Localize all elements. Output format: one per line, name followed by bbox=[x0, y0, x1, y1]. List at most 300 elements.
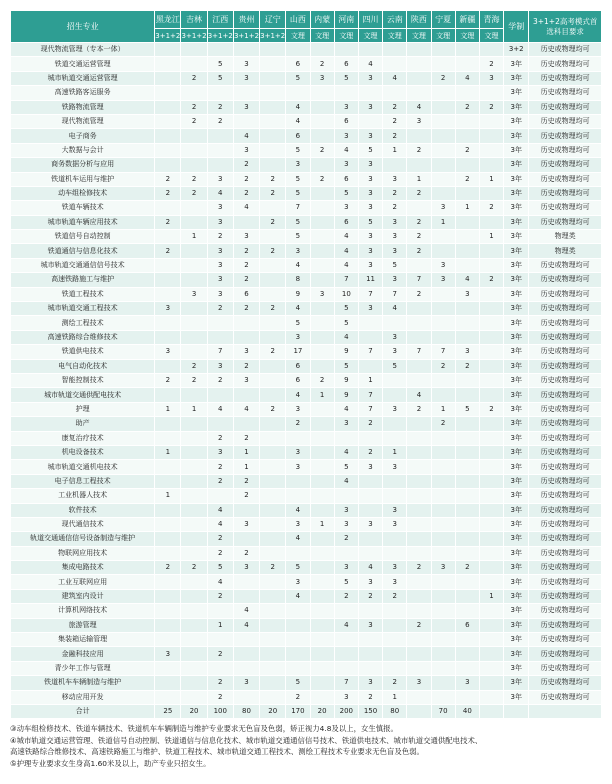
quota-cell: 2 bbox=[383, 100, 407, 114]
quota-cell: 3 bbox=[358, 618, 382, 632]
quota-cell: 5 bbox=[286, 215, 310, 229]
quota-cell: 4 bbox=[286, 258, 310, 272]
quota-cell: 4 bbox=[233, 402, 259, 416]
quota-cell bbox=[310, 100, 334, 114]
subject-requirement-cell: 历史或物理均可 bbox=[529, 143, 602, 157]
quota-cell bbox=[479, 302, 503, 316]
quota-cell: 9 bbox=[334, 373, 358, 387]
subject-requirement-cell: 历史或物理均可 bbox=[529, 359, 602, 373]
quota-cell: 2 bbox=[455, 172, 479, 186]
quota-cell: 2 bbox=[310, 172, 334, 186]
quota-cell bbox=[260, 86, 286, 100]
quota-cell bbox=[407, 647, 431, 661]
quota-cell: 5 bbox=[455, 402, 479, 416]
quota-cell bbox=[431, 330, 455, 344]
quota-cell bbox=[260, 575, 286, 589]
subject-requirement-cell: 历史或物理均可 bbox=[529, 661, 602, 675]
quota-cell bbox=[310, 503, 334, 517]
quota-cell bbox=[479, 330, 503, 344]
quota-cell: 3 bbox=[358, 172, 382, 186]
quota-cell bbox=[260, 517, 286, 531]
quota-cell: 2 bbox=[260, 244, 286, 258]
major-name-cell: 城市轨道交通机电技术 bbox=[11, 460, 155, 474]
quota-cell: 3 bbox=[155, 345, 181, 359]
quota-cell: 4 bbox=[286, 532, 310, 546]
quota-cell bbox=[407, 690, 431, 704]
major-name-cell: 工业互联网应用 bbox=[11, 575, 155, 589]
header-exam-mode: 3+1+2 bbox=[207, 29, 233, 43]
quota-cell: 5 bbox=[334, 316, 358, 330]
xuezhi-cell: 3年 bbox=[504, 676, 529, 690]
subject-requirement-cell: 历史或物理均可 bbox=[529, 43, 602, 57]
major-name-cell: 高速铁路综合维修技术 bbox=[11, 330, 155, 344]
quota-cell bbox=[479, 258, 503, 272]
quota-cell: 3 bbox=[334, 690, 358, 704]
quota-cell bbox=[155, 589, 181, 603]
quota-cell bbox=[207, 86, 233, 100]
quota-cell: 3 bbox=[207, 273, 233, 287]
quota-cell bbox=[207, 633, 233, 647]
quota-cell: 3 bbox=[233, 230, 259, 244]
major-name-cell: 集装箱运输管理 bbox=[11, 633, 155, 647]
quota-cell bbox=[233, 43, 259, 57]
quota-cell bbox=[286, 86, 310, 100]
quota-cell bbox=[334, 647, 358, 661]
table-row bbox=[11, 589, 602, 603]
quota-cell: 3 bbox=[233, 143, 259, 157]
quota-cell bbox=[260, 201, 286, 215]
xuezhi-cell: 3年 bbox=[504, 661, 529, 675]
quota-cell: 2 bbox=[207, 114, 233, 128]
quota-cell bbox=[155, 86, 181, 100]
quota-cell bbox=[407, 589, 431, 603]
header-province: 四川 bbox=[358, 11, 382, 29]
quota-cell: 3 bbox=[233, 345, 259, 359]
quota-cell: 2 bbox=[233, 158, 259, 172]
subject-requirement-cell: 历史或物理均可 bbox=[529, 57, 602, 71]
xuezhi-cell: 3年 bbox=[504, 71, 529, 85]
quota-cell: 5 bbox=[286, 143, 310, 157]
table-row bbox=[11, 532, 602, 546]
quota-cell: 2 bbox=[383, 186, 407, 200]
quota-cell bbox=[431, 316, 455, 330]
quota-cell bbox=[383, 647, 407, 661]
table-row bbox=[11, 129, 602, 143]
quota-cell: 3 bbox=[207, 258, 233, 272]
quota-cell: 6 bbox=[286, 359, 310, 373]
quota-cell: 2 bbox=[155, 373, 181, 387]
quota-cell bbox=[431, 532, 455, 546]
xuezhi-cell: 3年 bbox=[504, 431, 529, 445]
xuezhi-cell: 3年 bbox=[504, 402, 529, 416]
quota-cell bbox=[479, 618, 503, 632]
quota-cell bbox=[479, 431, 503, 445]
quota-cell bbox=[310, 186, 334, 200]
table-row bbox=[11, 676, 602, 690]
quota-cell: 2 bbox=[310, 143, 334, 157]
plan-table-container bbox=[10, 10, 602, 769]
quota-cell bbox=[479, 287, 503, 301]
quota-cell bbox=[207, 129, 233, 143]
quota-cell: 3 bbox=[286, 445, 310, 459]
quota-cell: 4 bbox=[207, 517, 233, 531]
quota-cell bbox=[455, 158, 479, 172]
quota-cell: 2 bbox=[181, 561, 207, 575]
quota-cell bbox=[431, 186, 455, 200]
quota-cell: 4 bbox=[334, 402, 358, 416]
quota-cell: 3 bbox=[286, 402, 310, 416]
header-exam-mode: 3+1+2 bbox=[155, 29, 181, 43]
quota-cell bbox=[407, 417, 431, 431]
major-name-cell: 城市轨道车辆应用技术 bbox=[11, 215, 155, 229]
quota-cell bbox=[310, 474, 334, 488]
quota-cell bbox=[358, 503, 382, 517]
quota-cell bbox=[155, 71, 181, 85]
major-name-cell: 铁道车辆技术 bbox=[11, 201, 155, 215]
xuezhi-cell: 3年 bbox=[504, 345, 529, 359]
quota-cell bbox=[431, 618, 455, 632]
quota-cell: 1 bbox=[479, 230, 503, 244]
subject-requirement-cell: 历史或物理均可 bbox=[529, 71, 602, 85]
quota-cell: 3 bbox=[455, 676, 479, 690]
quota-cell: 3 bbox=[233, 100, 259, 114]
header-province: 江西 bbox=[207, 11, 233, 29]
quota-cell bbox=[155, 258, 181, 272]
quota-cell: 3 bbox=[207, 359, 233, 373]
enrollment-plan-table bbox=[10, 10, 602, 719]
quota-cell bbox=[479, 186, 503, 200]
quota-cell bbox=[260, 129, 286, 143]
quota-cell bbox=[181, 474, 207, 488]
quota-cell: 2 bbox=[207, 546, 233, 560]
major-name-cell: 铁道交通运营管理 bbox=[11, 57, 155, 71]
quota-cell bbox=[407, 604, 431, 618]
quota-cell: 9 bbox=[286, 287, 310, 301]
quota-cell bbox=[181, 57, 207, 71]
quota-cell bbox=[181, 158, 207, 172]
quota-cell bbox=[455, 316, 479, 330]
quota-cell bbox=[479, 503, 503, 517]
xuezhi-cell: 3年 bbox=[504, 287, 529, 301]
quota-cell: 2 bbox=[181, 359, 207, 373]
quota-cell bbox=[155, 201, 181, 215]
quota-cell bbox=[286, 618, 310, 632]
quota-cell: 2 bbox=[455, 100, 479, 114]
quota-cell: 3 bbox=[383, 517, 407, 531]
table-row bbox=[11, 302, 602, 316]
quota-cell: 1 bbox=[455, 201, 479, 215]
quota-cell: 1 bbox=[431, 215, 455, 229]
quota-cell: 7 bbox=[383, 287, 407, 301]
major-name-cell: 大数据与会计 bbox=[11, 143, 155, 157]
quota-cell bbox=[479, 575, 503, 589]
quota-cell bbox=[286, 546, 310, 560]
note-line: ③动车组检修技术、铁道车辆技术、铁道机车车辆制造与维护专业要求无色盲及色弱，矫正视力4.8及以上，女生慎报。 bbox=[10, 724, 398, 734]
quota-cell bbox=[207, 43, 233, 57]
quota-cell: 1 bbox=[181, 230, 207, 244]
quota-cell: 3 bbox=[479, 71, 503, 85]
quota-cell: 3 bbox=[233, 561, 259, 575]
quota-cell: 3 bbox=[431, 273, 455, 287]
header-province: 吉林 bbox=[181, 11, 207, 29]
quota-cell: 4 bbox=[334, 445, 358, 459]
quota-cell bbox=[455, 489, 479, 503]
total-cell: 80 bbox=[233, 704, 259, 718]
quota-cell: 3 bbox=[207, 201, 233, 215]
quota-cell: 2 bbox=[383, 676, 407, 690]
quota-cell bbox=[455, 373, 479, 387]
quota-cell bbox=[233, 215, 259, 229]
quota-cell bbox=[407, 316, 431, 330]
quota-cell: 3 bbox=[383, 345, 407, 359]
quota-cell bbox=[155, 532, 181, 546]
quota-cell bbox=[181, 575, 207, 589]
quota-cell bbox=[286, 633, 310, 647]
header-major: 招生专业 bbox=[11, 11, 155, 43]
quota-cell bbox=[286, 431, 310, 445]
note-line: 高速铁路综合维修技术、高速铁路施工与维护、铁道工程技术、城市轨道交通工程技术、测绘工程技术专业要求无色盲及色弱。 bbox=[10, 747, 424, 757]
quota-cell bbox=[479, 316, 503, 330]
quota-cell bbox=[286, 604, 310, 618]
quota-cell: 9 bbox=[334, 345, 358, 359]
subject-requirement-cell: 历史或物理均可 bbox=[529, 158, 602, 172]
quota-cell bbox=[358, 431, 382, 445]
quota-cell: 4 bbox=[207, 186, 233, 200]
quota-cell bbox=[207, 661, 233, 675]
quota-cell bbox=[233, 114, 259, 128]
quota-cell bbox=[310, 316, 334, 330]
quota-cell bbox=[479, 215, 503, 229]
subject-requirement-cell: 历史或物理均可 bbox=[529, 273, 602, 287]
quota-cell bbox=[431, 43, 455, 57]
subject-requirement-cell: 历史或物理均可 bbox=[529, 431, 602, 445]
quota-cell: 5 bbox=[286, 172, 310, 186]
quota-cell bbox=[260, 445, 286, 459]
subject-requirement-cell: 历史或物理均可 bbox=[529, 503, 602, 517]
notes-section bbox=[10, 723, 602, 769]
major-name-cell: 工业机器人技术 bbox=[11, 489, 155, 503]
quota-cell bbox=[383, 316, 407, 330]
major-name-cell: 机电设备技术 bbox=[11, 445, 155, 459]
quota-cell bbox=[181, 129, 207, 143]
quota-cell: 2 bbox=[431, 417, 455, 431]
quota-cell bbox=[455, 445, 479, 459]
xuezhi-cell: 3年 bbox=[504, 417, 529, 431]
quota-cell bbox=[310, 273, 334, 287]
quota-cell: 3 bbox=[407, 676, 431, 690]
quota-cell bbox=[383, 158, 407, 172]
quota-cell: 2 bbox=[479, 402, 503, 416]
major-name-cell: 旅游管理 bbox=[11, 618, 155, 632]
major-name-cell: 金融科技应用 bbox=[11, 647, 155, 661]
quota-cell: 3 bbox=[334, 561, 358, 575]
table-row bbox=[11, 517, 602, 531]
subject-requirement-cell: 历史或物理均可 bbox=[529, 172, 602, 186]
quota-cell bbox=[233, 86, 259, 100]
quota-cell: 3 bbox=[431, 258, 455, 272]
quota-cell: 3 bbox=[286, 158, 310, 172]
quota-cell bbox=[155, 114, 181, 128]
quota-cell bbox=[431, 100, 455, 114]
major-name-cell: 护理 bbox=[11, 402, 155, 416]
quota-cell bbox=[155, 517, 181, 531]
major-name-cell: 集成电路技术 bbox=[11, 561, 155, 575]
quota-cell: 2 bbox=[407, 287, 431, 301]
quota-cell: 1 bbox=[383, 143, 407, 157]
quota-cell bbox=[431, 633, 455, 647]
table-row bbox=[11, 114, 602, 128]
total-cell: 170 bbox=[286, 704, 310, 718]
quota-cell bbox=[260, 589, 286, 603]
quota-cell: 9 bbox=[334, 388, 358, 402]
quota-cell: 1 bbox=[310, 517, 334, 531]
major-name-cell: 铁道工程技术 bbox=[11, 287, 155, 301]
quota-cell: 4 bbox=[286, 114, 310, 128]
quota-cell: 3 bbox=[358, 71, 382, 85]
quota-cell bbox=[334, 43, 358, 57]
quota-cell bbox=[431, 546, 455, 560]
major-name-cell: 建筑室内设计 bbox=[11, 589, 155, 603]
quota-cell: 6 bbox=[334, 114, 358, 128]
subject-requirement-cell: 历史或物理均可 bbox=[529, 604, 602, 618]
total-cell: 200 bbox=[334, 704, 358, 718]
major-name-cell: 铁路物流管理 bbox=[11, 100, 155, 114]
quota-cell bbox=[431, 388, 455, 402]
quota-cell bbox=[310, 661, 334, 675]
quota-cell: 7 bbox=[431, 345, 455, 359]
total-cell: 150 bbox=[358, 704, 382, 718]
header-exam-mode: 文理 bbox=[407, 29, 431, 43]
quota-cell bbox=[479, 359, 503, 373]
quota-cell bbox=[181, 532, 207, 546]
quota-cell bbox=[431, 517, 455, 531]
quota-cell bbox=[383, 474, 407, 488]
quota-cell: 2 bbox=[207, 532, 233, 546]
quota-cell: 7 bbox=[407, 345, 431, 359]
quota-cell: 3 bbox=[155, 302, 181, 316]
quota-cell: 1 bbox=[155, 402, 181, 416]
quota-cell: 3 bbox=[207, 445, 233, 459]
quota-cell bbox=[155, 417, 181, 431]
quota-cell bbox=[310, 114, 334, 128]
subject-requirement-cell: 物理类 bbox=[529, 230, 602, 244]
quota-cell: 2 bbox=[207, 647, 233, 661]
quota-cell bbox=[181, 417, 207, 431]
subject-requirement-cell: 历史或物理均可 bbox=[529, 86, 602, 100]
header-exam-mode: 文理 bbox=[334, 29, 358, 43]
major-name-cell: 城市轨道交通工程技术 bbox=[11, 302, 155, 316]
subject-requirement-cell: 历史或物理均可 bbox=[529, 532, 602, 546]
quota-cell bbox=[455, 186, 479, 200]
quota-cell bbox=[233, 532, 259, 546]
quota-cell bbox=[233, 503, 259, 517]
quota-cell: 3 bbox=[383, 561, 407, 575]
quota-cell bbox=[334, 546, 358, 560]
quota-cell bbox=[479, 474, 503, 488]
quota-cell: 2 bbox=[155, 561, 181, 575]
quota-cell bbox=[334, 633, 358, 647]
quota-cell bbox=[207, 158, 233, 172]
quota-cell bbox=[181, 201, 207, 215]
quota-cell: 3 bbox=[233, 71, 259, 85]
quota-cell bbox=[455, 647, 479, 661]
major-name-cell: 青少年工作与管理 bbox=[11, 661, 155, 675]
quota-cell bbox=[479, 546, 503, 560]
quota-cell bbox=[310, 86, 334, 100]
quota-cell bbox=[407, 431, 431, 445]
quota-cell: 3 bbox=[286, 330, 310, 344]
quota-cell bbox=[407, 359, 431, 373]
quota-cell bbox=[431, 158, 455, 172]
xuezhi-cell: 3年 bbox=[504, 517, 529, 531]
header-exam-mode: 文理 bbox=[431, 29, 455, 43]
quota-cell: 3 bbox=[358, 158, 382, 172]
xuezhi-cell: 3年 bbox=[504, 388, 529, 402]
quota-cell bbox=[155, 431, 181, 445]
quota-cell bbox=[358, 86, 382, 100]
quota-cell bbox=[207, 604, 233, 618]
quota-cell bbox=[479, 647, 503, 661]
quota-cell: 3 bbox=[358, 460, 382, 474]
quota-cell bbox=[407, 445, 431, 459]
xuezhi-cell: 3年 bbox=[504, 244, 529, 258]
subject-requirement-cell: 历史或物理均可 bbox=[529, 517, 602, 531]
major-name-cell: 物联网应用技术 bbox=[11, 546, 155, 560]
quota-cell: 3 bbox=[455, 345, 479, 359]
quota-cell bbox=[260, 114, 286, 128]
quota-cell bbox=[181, 273, 207, 287]
quota-cell: 3 bbox=[334, 129, 358, 143]
quota-cell bbox=[455, 575, 479, 589]
quota-cell bbox=[431, 57, 455, 71]
quota-cell bbox=[358, 43, 382, 57]
quota-cell bbox=[455, 330, 479, 344]
quota-cell: 4 bbox=[455, 71, 479, 85]
major-name-cell: 现代物流管理（专本一体） bbox=[11, 43, 155, 57]
quota-cell: 2 bbox=[334, 589, 358, 603]
xuezhi-cell: 3年 bbox=[504, 561, 529, 575]
quota-cell bbox=[181, 302, 207, 316]
quota-cell: 4 bbox=[358, 561, 382, 575]
quota-cell bbox=[431, 589, 455, 603]
quota-cell: 2 bbox=[233, 489, 259, 503]
quota-cell bbox=[455, 417, 479, 431]
table-row bbox=[11, 230, 602, 244]
quota-cell: 2 bbox=[260, 345, 286, 359]
quota-cell bbox=[455, 43, 479, 57]
subject-requirement-cell: 历史或物理均可 bbox=[529, 618, 602, 632]
quota-cell: 3 bbox=[207, 215, 233, 229]
quota-cell bbox=[310, 244, 334, 258]
quota-cell: 3 bbox=[383, 330, 407, 344]
quota-cell: 5 bbox=[334, 186, 358, 200]
quota-cell: 3 bbox=[233, 57, 259, 71]
quota-cell bbox=[207, 417, 233, 431]
quota-cell: 4 bbox=[407, 388, 431, 402]
quota-cell bbox=[407, 474, 431, 488]
quota-cell: 2 bbox=[233, 359, 259, 373]
quota-cell bbox=[407, 43, 431, 57]
xuezhi-cell: 3年 bbox=[504, 474, 529, 488]
quota-cell bbox=[233, 316, 259, 330]
xuezhi-cell: 3年 bbox=[504, 100, 529, 114]
subject-requirement-cell: 历史或物理均可 bbox=[529, 546, 602, 560]
quota-cell: 2 bbox=[260, 302, 286, 316]
quota-cell: 2 bbox=[407, 143, 431, 157]
major-name-cell: 城市轨道交通供配电技术 bbox=[11, 388, 155, 402]
quota-cell: 2 bbox=[383, 129, 407, 143]
quota-cell: 5 bbox=[334, 71, 358, 85]
